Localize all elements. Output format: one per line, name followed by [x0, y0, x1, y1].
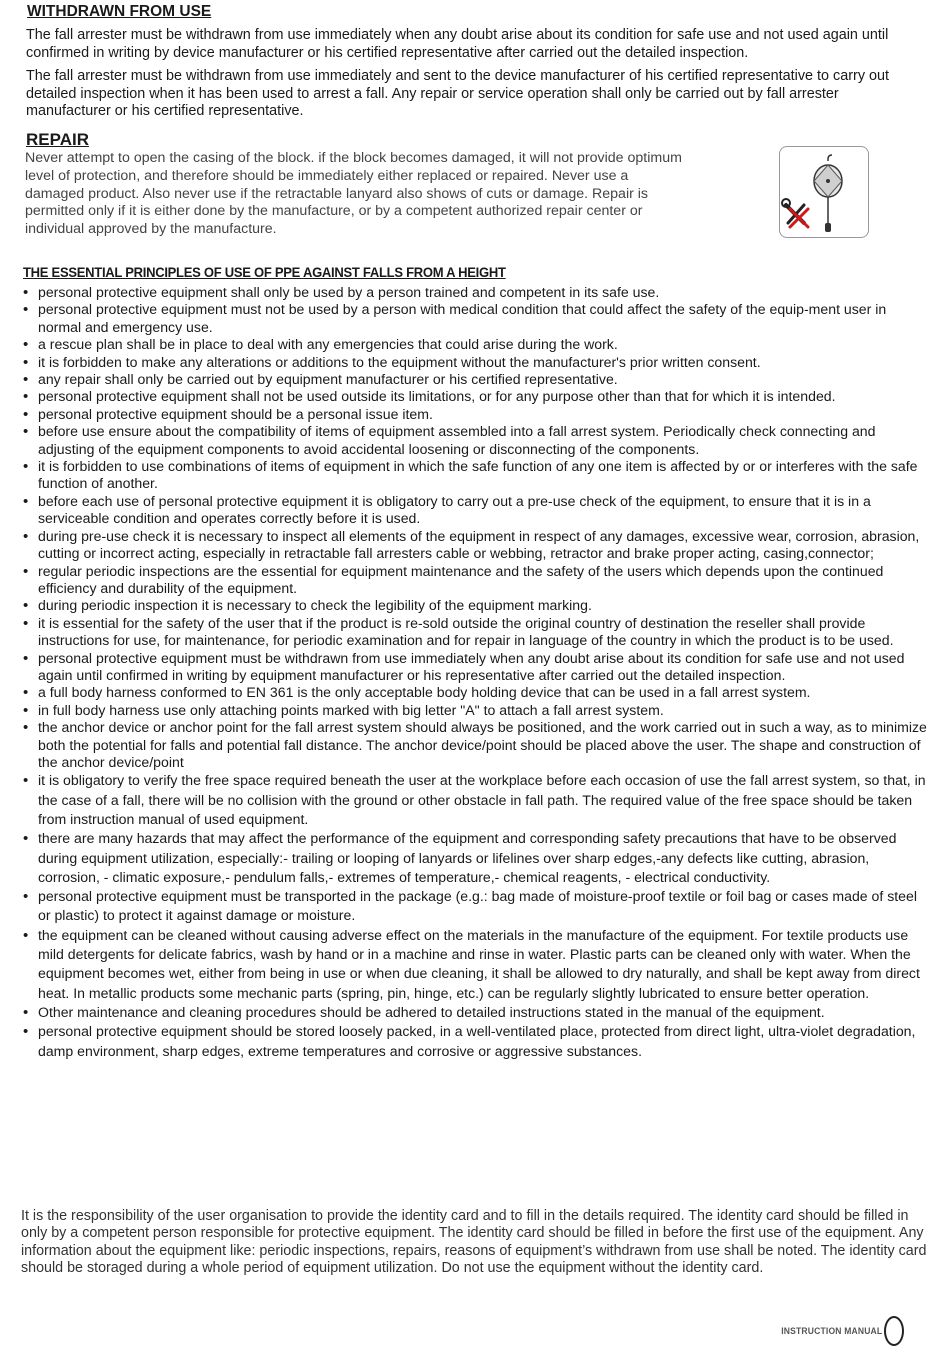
list-item: • personal protective equipment shall not be used outside its limitations, or for any purpose other than that for which it is intended. — [22, 388, 927, 405]
list-item: • it is forbidden to make any alterations or additions to the equipment without the manufacturer's prior written consent. — [22, 354, 927, 371]
list-item: • regular periodic inspections are the essential for equipment maintenance and the safety of the users which depends upon the continued efficiency and durability of the equipment. — [22, 563, 927, 598]
no-repair-retractable-block-icon — [780, 147, 868, 237]
list-item: • it is forbidden to use combinations of items of equipment in which the safe function of any one item is affected by or or interferes with the safe function of another. — [22, 458, 927, 493]
list-item: • it is essential for the safety of the user that if the product is re-sold outside the original country of destination the reseller shall provide instructions for use, for maintenance, for periodic examination and for repair in language of the country in which the product is to be used. — [22, 615, 927, 650]
withdrawn-heading: WITHDRAWN FROM USE — [27, 3, 212, 20]
list-item: • personal protective equipment should be a personal issue item. — [22, 406, 927, 423]
list-item: • any repair shall only be carried out by equipment manufacturer or his certified representative. — [22, 371, 927, 388]
principles-list — [22, 284, 927, 1061]
list-item: • during periodic inspection it is necessary to check the legibility of the equipment marking. — [22, 597, 927, 614]
principles-heading: THE ESSENTIAL PRINCIPLES OF USE OF PPE AGAINST FALLS FROM A HEIGHT — [23, 264, 506, 280]
repair-heading: REPAIR — [26, 130, 89, 149]
identity-card-paragraph: It is the responsibility of the user organisation to provide the identity card and to fill in the details required. The identity card should be filled in only by a competent person responsible for protective equipment. The identity card should be filled in before the first use of the equipment. Any information about the equipment like: periodic inspections, repairs, reasons of equipment’s withdrawn from use shall be noted. The identity card should be storaged during a whole period of equipment utilization. Do not use the equipment without the identity card. — [21, 1208, 927, 1277]
list-item: • before use ensure about the compatibility of items of equipment assembled into a fall arrest system. Periodically check connecting and adjusting of the equipment components to avoid accidental loosening or disconnecting of the components. — [22, 423, 927, 458]
list-item: • the equipment can be cleaned without causing adverse effect on the materials in the manufacture of the equipment. For textile products use mild detergents for delicate fabrics, wash by hand or in a machine and rinse in water. Plastic parts can be cleaned only with water. When the equipment becomes wet, either from being in use or when due cleaning, it shall be allowed to dry naturally, and shall be kept away from direct heat. In metallic products some mechanic parts (spring, pin, hinge, etc.) can be regularly slightly lubricated to ensure better operation. — [22, 926, 927, 1003]
withdrawn-paragraph-2: The fall arrester must be withdrawn from use immediately and sent to the device manufacturer of his certified representative to carry out detailed inspection when it has been used to arrest a fall. Any repair or service operation shall only be carried out by fall arrester manufacturer or his certified representative. — [26, 68, 890, 120]
footer-label: INSTRUCTION MANUAL — [780, 1325, 882, 1337]
list-item: • before each use of personal protective equipment it is obligatory to carry out a pre-use check of the equipment, to ensure that it is in a serviceable condition and operates correctly before it is used. — [22, 493, 927, 528]
list-item: • personal protective equipment must be withdrawn from use immediately when any doubt arise about its condition for safe use and not used again until confirmed in writing by equipment manufacturer or his representative after carried out the detailed inspection. — [22, 650, 927, 685]
list-item: • it is obligatory to verify the free space required beneath the user at the workplace before each occasion of use the fall arrest system, so that, in the case of a fall, there will be no collision with the ground or other obstacle in fall path. The required value of the free space should be taken from instruction manual of used equipment. — [22, 771, 927, 829]
repair-prohibited-figure — [779, 146, 869, 238]
withdrawn-paragraph-1: The fall arrester must be withdrawn from use immediately when any doubt arise about its condition for safe use and not used again until confirmed in writing by device manufacturer or his certified representative after carried out the detailed inspection. — [26, 27, 889, 61]
list-item: • personal protective equipment shall only be used by a person trained and competent in its safe use. — [22, 284, 927, 301]
list-item: • a full body harness conformed to EN 361 is the only acceptable body holding device that can be used in a fall arrest system. — [22, 684, 927, 701]
list-item: • personal protective equipment must be transported in the package (e.g.: bag made of moisture-proof textile or foil bag or cases made of steel or plastic) to protect it against damage or moisture. — [22, 887, 927, 926]
list-item: • personal protective equipment should be stored loosely packed, in a well-ventilated place, protected from direct light, ultra-violet degradation, damp environment, sharp edges, extreme temperatures and corrosive or aggressive substances. — [22, 1022, 927, 1061]
list-item: • personal protective equipment must not be used by a person with medical condition that could affect the safety of the equip-ment user in normal and emergency use. — [22, 301, 927, 336]
page-footer — [770, 1316, 904, 1346]
page-number — [884, 1316, 904, 1346]
list-item: • the anchor device or anchor point for the fall arrest system should always be positioned, and the work carried out in such a way, as to minimize both the potential for falls and potential fall distance. The anchor device/point should be placed above the user. The shape and construction of the anchor device/point — [22, 719, 927, 771]
list-item: • during pre-use check it is necessary to inspect all elements of the equipment in respect of any damages, excessive wear, corrosion, abrasion, cutting or incorrect acting, especially in retractable fall arresters cable or webbing, retractor and brake proper acting, casing,connector; — [22, 528, 927, 563]
repair-paragraph: Never attempt to open the casing of the block. if the block becomes damaged, it will not provide optimum level of protection, and therefore should be immediately either replaced or repaired. Never use a damaged product. Also never use if the retractable lanyard also shows of cuts or damage. Repair is permitted only if it is either done by the manufacture, or by a competent authorized repair center or individual approved by the manufacture. — [25, 150, 682, 238]
list-item: • Other maintenance and cleaning procedures should be adhered to detailed instructions stated in the manual of the equipment. — [22, 1003, 927, 1022]
list-item: • there are many hazards that may affect the performance of the equipment and corresponding safety precautions that have to be observed during equipment utilization, especially:- trailing or looping of lanyards or lifelines over sharp edges,-any defects like cutting, abrasion, corrosion, - climatic exposure,- pendulum falls,- extremes of temperature,- chemical reagents, - electrical conductivity. — [22, 829, 927, 887]
list-item: • a rescue plan shall be in place to deal with any emergencies that could arise during the work. — [22, 336, 927, 353]
list-item: • in full body harness use only attaching points marked with big letter "A" to attach a fall arrest system. — [22, 702, 927, 719]
